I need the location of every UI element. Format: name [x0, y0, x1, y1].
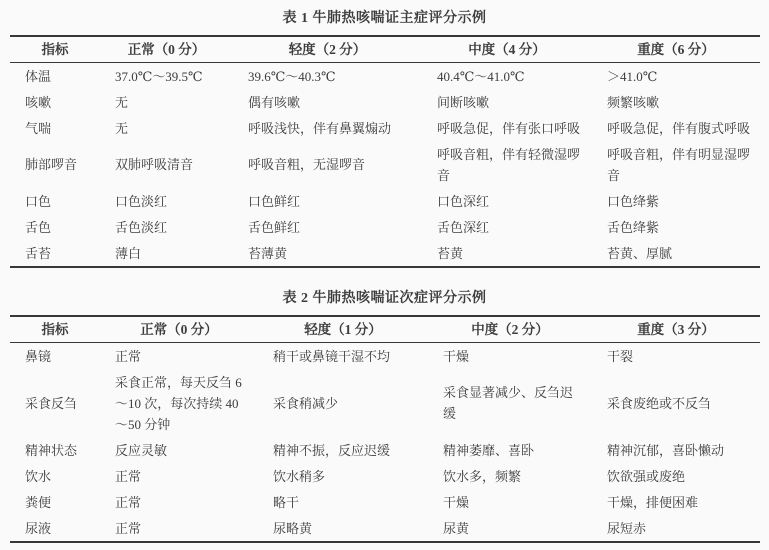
grade-cell: 采食废绝或不反刍 [607, 395, 712, 411]
column-header: 重度（3 分） [637, 322, 715, 337]
grade-cell: 苔黄、厚腻 [607, 245, 673, 261]
grade-cell: 精神萎靡、喜卧 [443, 442, 535, 458]
column-header: 正常（0 分） [127, 42, 206, 57]
table1-head [10, 36, 760, 63]
grade-cell: 呼吸音粗，伴有明显湿啰音 [607, 146, 751, 183]
grade-cell: 干燥 [443, 348, 470, 364]
column-header: 中度（2 分） [471, 322, 549, 337]
column-header: 中度（4 分） [468, 42, 546, 57]
table-row [10, 369, 760, 437]
grade-cell: 精神沉郁，喜卧懒动 [607, 442, 725, 458]
grade-cell: 尿黄 [443, 520, 470, 536]
table2-title: 表 2 牛肺热咳喘证次症评分示例 [282, 291, 487, 306]
grade-cell: 干燥 [443, 494, 470, 510]
grade-cell: 呼吸急促，伴有腹式呼吸 [607, 120, 751, 136]
column-header: 正常（0 分） [140, 322, 218, 337]
indicator-cell: 咳嗽 [25, 94, 52, 110]
table1-title: 表 1 牛肺热咳喘证主症评分示例 [282, 11, 487, 26]
grade-cell: 37.0℃～39.5℃ [115, 68, 203, 84]
indicator-cell: 气喘 [25, 120, 52, 136]
table-row [10, 489, 760, 515]
grade-cell: 干裂 [607, 348, 634, 364]
table2-section [0, 289, 769, 543]
indicator-cell: 口色 [25, 193, 52, 209]
grade-cell: 薄白 [115, 245, 142, 261]
table1-body [10, 63, 760, 268]
indicator-cell: 鼻镜 [25, 348, 52, 364]
column-header: 重度（6 分） [637, 42, 715, 57]
grade-cell: 采食显著减少、反刍迟缓 [443, 385, 574, 421]
grade-cell: 正常 [115, 468, 142, 484]
column-header: 指标 [41, 42, 69, 57]
main-symptom-score-table [10, 35, 760, 268]
grade-cell: 呼吸急促，伴有张口呼吸 [437, 120, 581, 136]
grade-cell: 饮水稍多 [273, 468, 326, 484]
indicator-cell: 采食反刍 [25, 395, 78, 411]
table-row [10, 188, 760, 214]
indicator-cell: 舌色 [25, 219, 52, 235]
grade-cell: 尿短赤 [607, 520, 647, 536]
grade-cell: 偶有咳嗽 [248, 94, 301, 110]
secondary-symptom-score-table [10, 315, 760, 543]
grade-cell: 舌色深红 [437, 219, 490, 235]
grade-cell: 正常 [115, 494, 142, 510]
table2-body [10, 343, 760, 543]
grade-cell: 正常 [115, 520, 142, 536]
grade-cell: 苔黄 [437, 245, 464, 261]
grade-cell: 舌色鲜红 [248, 219, 301, 235]
grade-cell: 间断咳嗽 [437, 94, 490, 110]
indicator-cell: 尿液 [25, 520, 52, 536]
grade-cell: 口色鲜红 [248, 193, 301, 209]
grade-cell: 呼吸浅快，伴有鼻翼煽动 [248, 120, 392, 136]
column-header: 轻度（2 分） [288, 42, 367, 57]
indicator-cell: 饮水 [25, 468, 52, 484]
table-row [10, 141, 760, 188]
indicator-cell: 精神状态 [25, 442, 78, 458]
grade-cell: 干燥，排便困难 [607, 494, 699, 510]
column-header: 指标 [41, 322, 69, 337]
grade-cell: 呼吸音粗，无湿啰音 [248, 157, 366, 172]
header-row [10, 316, 760, 343]
table-row [10, 463, 760, 489]
table-row [10, 89, 760, 115]
grade-cell: 舌色绛紫 [607, 219, 660, 235]
table-row [10, 115, 760, 141]
grade-cell: 精神不振，反应迟缓 [273, 442, 391, 458]
grade-cell: 口色深红 [437, 193, 490, 209]
header-row [10, 36, 760, 63]
grade-cell: ＞41.0℃ [607, 68, 658, 84]
grade-cell: 苔薄黄 [248, 245, 288, 261]
table2-head [10, 316, 760, 343]
indicator-cell: 体温 [25, 68, 52, 84]
column-header: 轻度（1 分） [304, 322, 382, 337]
grade-cell: 无 [115, 94, 129, 110]
table-row [10, 63, 760, 90]
grade-cell: 40.4℃～41.0℃ [437, 68, 525, 84]
table-row [10, 437, 760, 463]
grade-cell: 频繁咳嗽 [607, 94, 660, 110]
table-row [10, 214, 760, 240]
table-row [10, 240, 760, 267]
grade-cell: 饮水多，频繁 [443, 468, 522, 484]
grade-cell: 略干 [273, 494, 300, 510]
grade-cell: 口色绛紫 [607, 193, 660, 209]
grade-cell: 饮欲强或废绝 [607, 468, 686, 484]
grade-cell: 舌色淡红 [115, 219, 168, 235]
grade-cell: 尿略黄 [273, 520, 313, 536]
grade-cell: 稍干或鼻镜干湿不均 [273, 348, 391, 364]
grade-cell: 口色淡红 [115, 193, 168, 209]
table-row [10, 343, 760, 370]
grade-cell: 反应灵敏 [115, 442, 168, 458]
indicator-cell: 粪便 [25, 494, 52, 510]
grade-cell: 呼吸音粗，伴有轻微湿啰音 [437, 146, 581, 183]
indicator-cell: 舌苔 [25, 245, 52, 261]
grade-cell: 双肺呼吸清音 [115, 157, 194, 172]
indicator-cell: 肺部啰音 [25, 157, 78, 172]
table-row [10, 515, 760, 542]
grade-cell: 采食稍减少 [273, 395, 339, 411]
grade-cell: 无 [115, 120, 129, 136]
grade-cell: 采食正常，每天反刍 6～10 次，每次持续 40～50 分钟 [115, 374, 242, 432]
table1-section [0, 9, 769, 268]
grade-cell: 39.6℃～40.3℃ [248, 68, 336, 84]
grade-cell: 正常 [115, 348, 142, 364]
